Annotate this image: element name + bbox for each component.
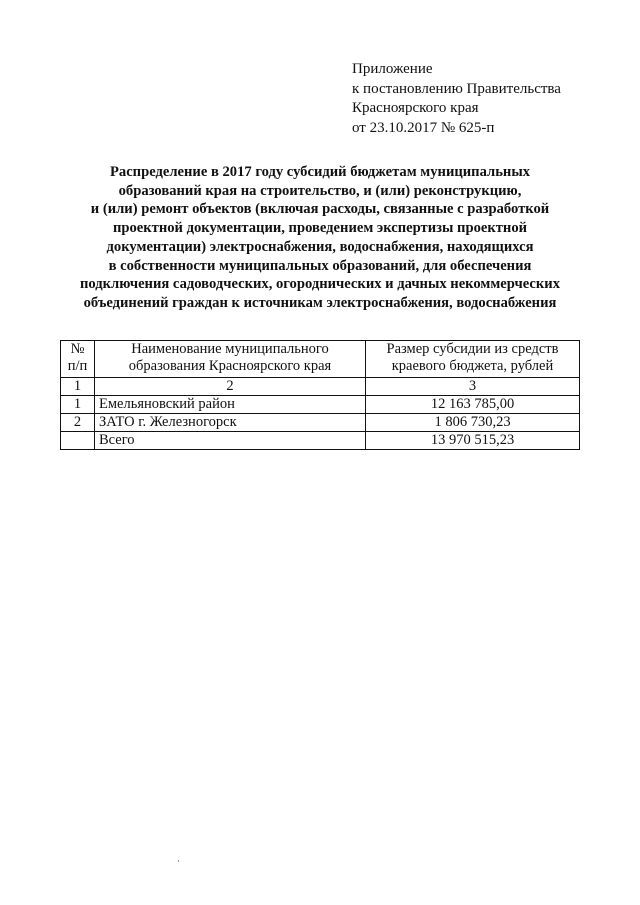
title-line: и (или) ремонт объектов (включая расходы, связанные с разработкой	[90, 201, 550, 218]
title-line: подключения садоводческих, огороднических и дачных некоммерческих	[79, 276, 561, 293]
title-line: образований края на строительство, и (или) реконструкцию,	[118, 182, 522, 199]
header-number-line: п/п	[67, 358, 88, 374]
total-number	[61, 432, 95, 450]
column-index: 2	[95, 378, 366, 396]
table-row	[61, 414, 580, 432]
row-amount: 1 806 730,23	[366, 414, 580, 432]
title-line: объединений граждан к источникам электроснабжения, водоснабжения	[83, 294, 557, 311]
table-column-index-row	[61, 378, 580, 396]
header-municipality	[95, 341, 366, 378]
table-header-row	[61, 341, 580, 378]
header-number	[61, 341, 95, 378]
title-line: в собственности муниципальных образований, для обеспечения	[108, 257, 532, 274]
header-amount-line: краевого бюджета, рублей	[391, 358, 554, 374]
header-municipality-line: Наименование муниципального	[131, 341, 329, 357]
appendix-header	[352, 60, 561, 138]
document-title	[60, 163, 580, 313]
total-label: Всего	[95, 432, 366, 450]
row-amount: 12 163 785,00	[366, 396, 580, 414]
table-row	[61, 396, 580, 414]
appendix-line: Красноярского края	[352, 100, 479, 116]
appendix-date-number: от 23.10.2017 № 625-п	[352, 119, 495, 136]
total-amount: 13 970 515,23	[366, 432, 580, 450]
title-line: проектной документации, проведением экспертизы проектной	[112, 220, 528, 237]
row-municipality: Емельяновский район	[95, 396, 366, 414]
title-line: Распределение в 2017 году субсидий бюджетам муниципальных	[109, 164, 531, 180]
column-index: 3	[366, 378, 580, 396]
row-number: 2	[61, 414, 95, 432]
appendix-line: к постановлению Правительства	[352, 80, 561, 97]
header-municipality-line: образования Красноярского края	[128, 358, 332, 374]
subsidy-table	[60, 340, 580, 450]
row-municipality: ЗАТО г. Железногорск	[95, 414, 366, 432]
header-amount-line: Размер субсидии из средств	[386, 341, 559, 357]
column-index: 1	[61, 378, 95, 396]
header-amount	[366, 341, 580, 378]
title-line: документации) электроснабжения, водоснабжения, находящихся	[106, 238, 534, 255]
appendix-line: Приложение	[352, 61, 433, 77]
table-total-row	[61, 432, 580, 450]
row-number: 1	[61, 396, 95, 414]
scan-speck	[178, 860, 179, 862]
header-number-line: №	[70, 341, 85, 357]
